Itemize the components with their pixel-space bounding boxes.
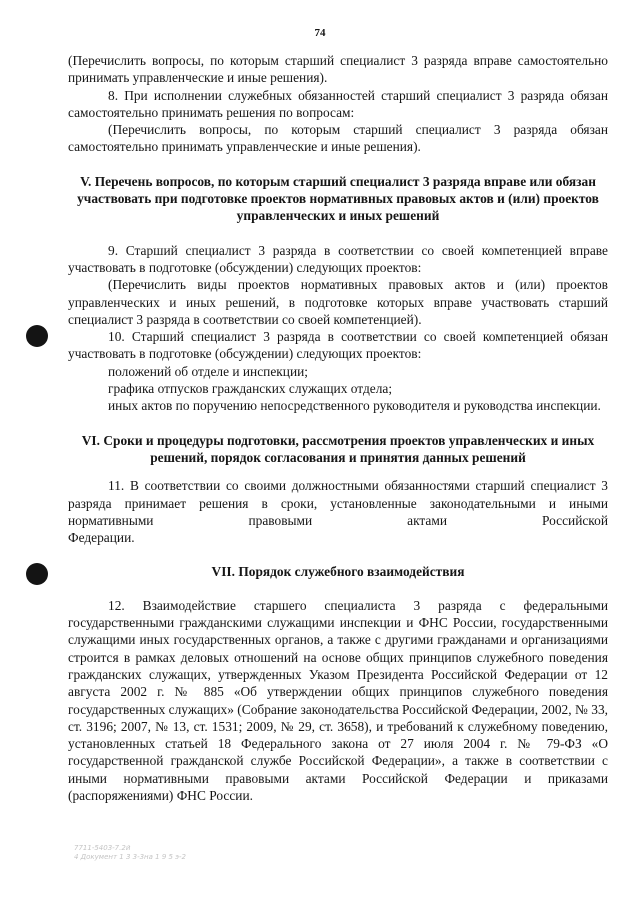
paragraph: Федерации. xyxy=(68,530,135,546)
section-heading: V. Перечень вопросов, по которым старший специалист 3 разряда вправе или обязан участвовать при подготовке проектов нормативных правовых актов и (или) проектов управленческих и иных решений xyxy=(77,173,599,224)
paragraph: положений об отделе и инспекции; xyxy=(108,363,308,379)
paragraph: 12. Взаимодействие старшего специалиста 3 разряда с федеральными государственными гражданскими служащими инспекции и ФНС России, государственными служащими иных государственных органов, а также с другими гражданами и организациями строится в рамках деловых отношений на основе общих принципов служебного поведения гражданских служащих, утвержденных Указом Президента Российской Федерации от 12 августа 2002 г. № 885 «Об утверждении общих принципов служебного поведения государственных служащих» (Собрание законодательства Российской Федерации, 2002, № 33, ст. 3196; 2007, № 13, ст. 1531; 2009, № 29, ст. 3658), и требований к служебному поведению, установленных статьей 18 Федерального закона от 27 июля 2004 г. № 79-ФЗ «О государственной гражданской службе Российской Федерации», а также в соответствии с иными нормативными правовыми актами Российской Федерации и приказами (распоряжениями) ФНС России. xyxy=(68,597,608,803)
paragraph: (Перечислить виды проектов нормативных правовых актов и (или) проектов управленческих и иных решений, в подготовке которых вправе участвовать старший специалист 3 разряда в соответствии со своей компетенцией). xyxy=(68,277,608,327)
paragraph: 10. Старший специалист 3 разряда в соответствии со своей компетенцией обязан участвовать в подготовке (обсуждении) следующих проектов: xyxy=(68,329,608,362)
paragraph: (Перечислить вопросы, по которым старший специалист 3 разряда обязан самостоятельно принимать управленческие и иные решения). xyxy=(68,122,608,155)
paragraph: иных актов по поручению непосредственного руководителя и руководства инспекции. xyxy=(108,398,601,414)
punch-hole xyxy=(26,325,48,347)
paragraph: (Перечислить вопросы, по которым старший специалист 3 разряда вправе самостоятельно принимать управленческие и иные решения). xyxy=(68,53,608,86)
section-heading: VI. Сроки и процедуры подготовки, рассмотрения проектов управленческих и иных решений, порядок согласования и принятия данных решений xyxy=(81,432,595,465)
stamp-line: 4 Документ 1 3 3-3на 1 9 5 э-2 xyxy=(74,853,187,861)
punch-hole xyxy=(26,563,48,585)
page-number: 74 xyxy=(314,27,326,39)
document-body xyxy=(68,52,608,804)
paragraph: 8. При исполнении служебных обязанностей старший специалист 3 разряда обязан самостоятельно принимать решения по вопросам: xyxy=(68,87,608,120)
stamp-line: 7711-5403-7.2й xyxy=(74,844,131,852)
paragraph: 11. В соответствии со своими должностными обязанностями старший специалист 3 разряда принимает решения в сроки, установленные законодательными и иными нормативными правовыми актами Российской xyxy=(68,478,608,528)
section-heading: VII. Порядок служебного взаимодействия xyxy=(211,564,465,580)
paragraph: 9. Старший специалист 3 разряда в соответствии со своей компетенцией вправе участвовать в подготовке (обсуждении) следующих проектов: xyxy=(68,242,608,275)
paragraph: графика отпусков гражданских служащих отдела; xyxy=(108,381,393,397)
